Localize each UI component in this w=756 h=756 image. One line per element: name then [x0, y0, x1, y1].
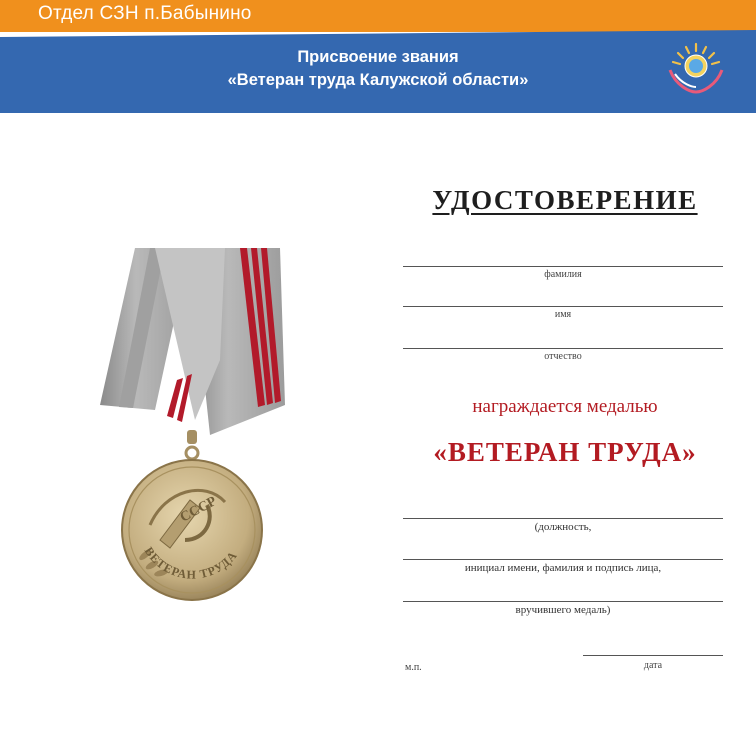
office-name: Отдел СЗН п.Бабынино — [38, 3, 252, 24]
banner-title-line1: Присвоение звания — [297, 48, 459, 66]
name-caption: имя — [554, 309, 572, 320]
date-line — [583, 655, 723, 656]
certificate-title: УДОСТОВЕРЕНИЕ — [432, 185, 698, 215]
date-label: дата — [643, 660, 663, 671]
sign-caption-line3: вручившего медаль) — [515, 604, 611, 616]
sign-caption-line2: инициал имени, фамилия и подпись лица, — [464, 562, 662, 574]
signature-line — [403, 601, 723, 602]
name-line — [403, 306, 723, 307]
surname-line — [403, 266, 723, 267]
medal-image — [95, 240, 295, 640]
position-line — [403, 518, 723, 519]
awarded-text: награждается медалью — [472, 396, 658, 417]
sign-caption-line1: (должность, — [534, 521, 592, 533]
medal-name: «ВЕТЕРАН ТРУДА» — [433, 437, 697, 467]
patronymic-caption: отчество — [544, 351, 582, 362]
stamp-label: м.п. — [405, 662, 422, 673]
signer-line — [403, 559, 723, 560]
social-protection-logo-icon — [666, 40, 726, 96]
banner-title — [0, 46, 756, 92]
patronymic-line — [403, 348, 723, 349]
surname-caption: фамилия — [544, 269, 582, 280]
medal-inscription: ВЕТЕРАН ТРУДА — [141, 544, 241, 582]
medal-emblem-text: СССР — [177, 494, 220, 526]
banner-title-line2: «Ветеран труда Калужской области» — [227, 71, 529, 89]
